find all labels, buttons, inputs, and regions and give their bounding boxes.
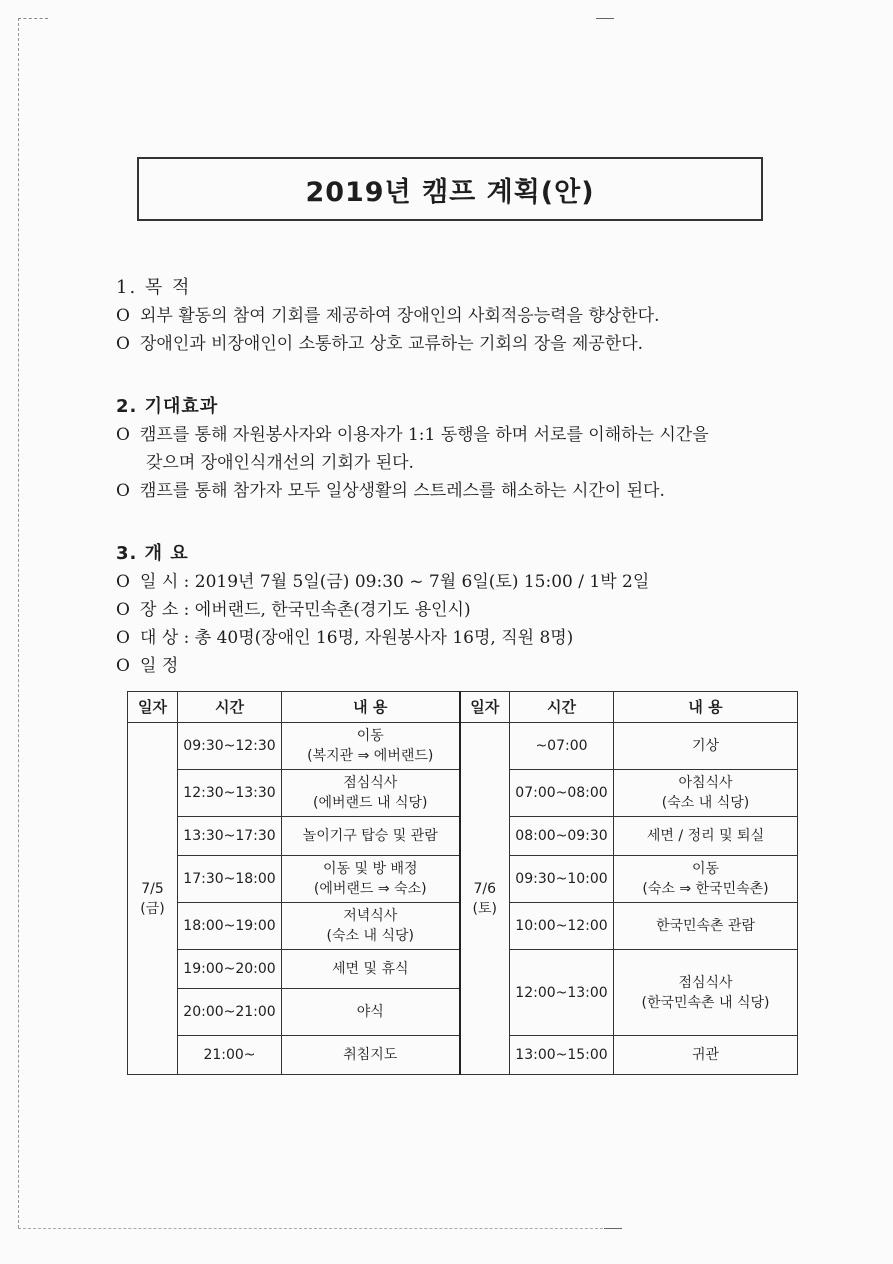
schedule-table [127,691,798,1075]
header-day: 일자 [460,692,510,723]
overview-heading: 3. 개 요 [116,543,189,564]
bullet-icon: O [116,481,130,501]
header-day: 일자 [128,692,178,723]
day1-time: 09:30~12:30 [178,723,282,770]
day2-content: 점심식사 (한국민속촌 내 식당) [614,950,798,1036]
day2-content: 세면 / 정리 및 퇴실 [614,817,798,856]
overview-target-text: 대 상 : 총 40명(장애인 16명, 자원봉사자 16명, 직원 8명) [140,628,574,648]
effects-item-continuation: 갖으며 장애인식개선의 기회가 된다. [146,453,414,473]
overview-schedule-label [116,652,649,680]
bullet-icon: O [116,572,130,592]
overview-date [116,568,649,596]
overview-date-text: 일 시 : 2019년 7월 5일(금) 09:30 ~ 7월 6일(토) 15:00 / 1박 2일 [140,572,650,592]
overview-schedule-text: 일 정 [140,656,179,676]
day1-content: 세면 및 휴식 [282,950,460,989]
bullet-icon: O [116,334,130,354]
day1-time: 20:00~21:00 [178,989,282,1036]
bullet-icon: O [116,425,130,445]
day1-time: 18:00~19:00 [178,903,282,950]
day1-time: 17:30~18:00 [178,856,282,903]
document-title: 2019년 캠프 계획(안) [305,176,595,208]
day1-time: 21:00~ [178,1036,282,1075]
day1-content: 점심식사 (에버랜드 내 식당) [282,770,460,817]
day1-content: 야식 [282,989,460,1036]
day1-time: 13:30~17:30 [178,817,282,856]
scan-edge-bottom [18,1228,618,1229]
day2-time: 07:00~08:00 [510,770,614,817]
bullet-icon: O [116,656,130,676]
day2-time: 08:00~09:30 [510,817,614,856]
purpose-item [116,330,659,358]
scan-edge-top [18,18,48,19]
header-time: 시간 [178,692,282,723]
overview-place [116,596,649,624]
bullet-icon: O [116,600,130,620]
day2-cell: 7/6 (토) [460,723,510,1075]
purpose-heading: 1. 목 적 [116,277,192,298]
purpose-item-text: 외부 활동의 참여 기회를 제공하여 장애인의 사회적응능력을 향상한다. [140,306,660,326]
day2-time: 09:30~10:00 [510,856,614,903]
day1-content: 놀이기구 탑승 및 관람 [282,817,460,856]
scan-mark-bottom [604,1228,622,1229]
effects-heading: 2. 기대효과 [116,396,219,417]
day1-time: 19:00~20:00 [178,950,282,989]
section-purpose [116,274,659,358]
day2-time: 10:00~12:00 [510,903,614,950]
day2-time: 12:00~13:00 [510,950,614,1036]
scan-mark-top [596,18,614,19]
day2-content: 아침식사 (숙소 내 식당) [614,770,798,817]
day1-content: 이동 (복지관 ⇒ 에버랜드) [282,723,460,770]
effects-item-text: 캠프를 통해 자원봉사자와 이용자가 1:1 동행을 하며 서로를 이해하는 시간을 [140,425,709,445]
section-overview [116,540,649,680]
day2-time: ~07:00 [510,723,614,770]
header-content: 내 용 [282,692,460,723]
effects-item [116,477,709,505]
bullet-icon: O [116,306,130,326]
day1-content: 이동 및 방 배정 (에버랜드 ⇒ 숙소) [282,856,460,903]
effects-item-text: 캠프를 통해 참가자 모두 일상생활의 스트레스를 해소하는 시간이 된다. [140,481,665,501]
purpose-item [116,302,659,330]
overview-target [116,624,649,652]
day1-time: 12:30~13:30 [178,770,282,817]
bullet-icon: O [116,628,130,648]
document-title-box [137,157,763,221]
scan-edge-left [18,18,19,1228]
day2-content: 기상 [614,723,798,770]
day2-content: 이동 (숙소 ⇒ 한국민속촌) [614,856,798,903]
day2-time: 13:00~15:00 [510,1036,614,1075]
header-content: 내 용 [614,692,798,723]
day1-cell: 7/5 (금) [128,723,178,1075]
effects-item [116,421,709,449]
day2-content: 한국민속촌 관람 [614,903,798,950]
table-header-row [128,692,798,723]
header-time: 시간 [510,692,614,723]
day2-content: 귀관 [614,1036,798,1075]
table-row [128,723,798,770]
overview-place-text: 장 소 : 에버랜드, 한국민속촌(경기도 용인시) [140,600,471,620]
section-effects [116,393,709,505]
purpose-item-text: 장애인과 비장애인이 소통하고 상호 교류하는 기회의 장을 제공한다. [140,334,644,354]
day1-content: 저녁식사 (숙소 내 식당) [282,903,460,950]
day1-content: 취침지도 [282,1036,460,1075]
